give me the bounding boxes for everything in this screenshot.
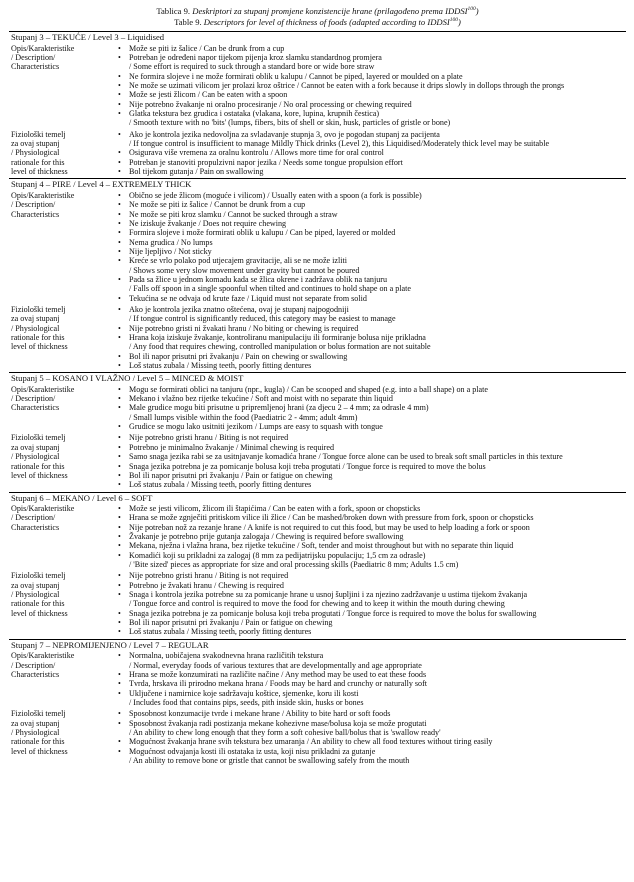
item-text: • Snaga i kontrola jezika potrebne su za pomicanje hrane u usnoj šupljini i za njezino zadržavanje u ustima tijekom žvakanja (129, 590, 528, 600)
item-text: • Može se piti iz šalice / Can be drunk from a cup (129, 43, 285, 53)
list-item (118, 689, 626, 708)
bullet-list (118, 571, 626, 636)
item-continuation: / If tongue control is insufficient to manage Mildly Thick drinks (Level 2), this Liquidised/Moderately thick level may be suitable (129, 139, 550, 149)
list-item (118, 471, 626, 480)
section-label: Opis/Karakteristike / Description/ Characteristics (11, 190, 75, 219)
list-item (118, 130, 626, 149)
item-text: • Bol ili napor prisutni pri žvakanju / Pain on chewing or swallowing (129, 351, 348, 361)
physiological-section (9, 571, 626, 636)
list-item (118, 294, 626, 303)
bullet-list (118, 709, 626, 765)
item-text: • Nije potreban nož za rezanje hrane / A knife is not required to cut this food, but may be used to help loading a fork or spoon (129, 522, 530, 532)
item-text: • Ako je kontrola jezika nedovoljna za svladavanje stupnja 3, ovo je pogodan stupanj za pacijenta (129, 129, 440, 139)
list-item (118, 238, 626, 247)
item-text: • Uključene i namirnice koje sadržavaju koštice, sjemenke, koru ili kosti (129, 688, 359, 698)
item-text: • Snaga jezika potrebna je za pomicanje bolusa koji treba progutati / Tongue force is required to move the bolus for swallowing (129, 608, 537, 618)
list-item (118, 462, 626, 471)
bullet-list (118, 305, 626, 370)
list-item (118, 422, 626, 431)
item-continuation: / Falls off spoon in a single spoonful when tilted and continues to hold shape on a plate (129, 284, 411, 294)
caption-hr-prefix: Tablica 9. (156, 6, 191, 16)
bullet-list (118, 191, 626, 303)
item-continuation: / Smooth texture with no 'bits' (lumps, fibers, bits of shell or skin, husk, particles of gristle or bone) (129, 118, 451, 128)
list-item (118, 737, 626, 746)
item-text: • Male grudice mogu biti prisutne u pripremljenoj hrani (za djecu 2 – 4 mm; za odrasle 4 mm) (129, 403, 429, 413)
item-continuation: / Shows some very slow movement under gravity but cannot be poured (129, 265, 360, 275)
item-text: • Mogućnost odvajanja kosti ili ostataka iz usta, koji nisu prikladni za gutanje (129, 746, 376, 756)
list-item (118, 651, 626, 670)
list-item (118, 523, 626, 532)
physiological-section (9, 709, 626, 765)
item-text: • Mogu se formirati oblici na tanjuru (npr., kugla) / Can be scooped and shaped (e.g. into a ball shape) on a plate (129, 384, 488, 394)
description-section (9, 44, 626, 128)
list-item (118, 256, 626, 275)
item-continuation: / Tongue force and control is required to move the food for chewing and to keep it within the mouth during chewing (129, 599, 505, 609)
item-text: • Ne može se piti iz šalice / Cannot be drunk from a cup (129, 200, 306, 210)
level-title: Stupanj 7 – NEPROMIJENJENO / Level 7 – REGULAR (11, 639, 209, 650)
list-item (118, 719, 626, 738)
level-title: Stupanj 4 – PIRE / Level 4 – EXTREMELY THICK (11, 179, 192, 190)
item-text: • Potreban je stanoviti propulzivni napor jezika / Needs some tongue propulsion effort (129, 157, 403, 167)
section-label: Fiziološki temelj za ovaj stupanj / Physiological rationale for this level of thickness (11, 129, 68, 177)
item-text: • Može se jesti žlicom / Can be eaten with a spoon (129, 90, 288, 100)
item-text: • Hrana se može zgnječiti pritiskom vilice ili žlice / Can be mashed/broken down with pressure from fork, spoon or chopsticks (129, 513, 534, 523)
list-item (118, 747, 626, 766)
list-item (118, 571, 626, 580)
item-text: • Snaga jezika potrebna je za pomicanje bolusa koji treba progutati / Tongue force is required to move the bolus (129, 461, 486, 471)
physiological-section (9, 130, 626, 177)
section-label: Fiziološki temelj za ovaj stupanj / Physiological rationale for this level of thickness (11, 571, 68, 618)
item-text: • Ako je kontrola jezika znatno oštećena, ovaj je stupanj najpogodniji (129, 304, 349, 314)
level-title: Stupanj 3 – TEKUĆE / Level 3 – Liquidised (11, 32, 165, 43)
list-item (118, 167, 626, 176)
item-text: • Tvrda, hrskava ili prirodno mekana hrana / Foods may be hard and crunchy or naturally soft (129, 679, 428, 689)
list-item (118, 394, 626, 403)
list-item (118, 81, 626, 90)
list-item (118, 679, 626, 688)
item-text: • Pada sa žlice u jednom komadu kada se žlica okrene i zadržava oblik na tanjuru (129, 274, 387, 284)
item-continuation: / Normal, everyday foods of various textures that are developmentally and age appropriate (129, 660, 422, 670)
list-item (118, 541, 626, 550)
item-continuation: / An ability to chew long enough that they form a soft cohesive ball/bolus that is 'swallow ready' (129, 727, 441, 737)
table-caption (9, 6, 626, 27)
list-item (118, 109, 626, 128)
item-text: • Nema grudica / No lumps (129, 237, 213, 247)
section-label: Fiziološki temelj za ovaj stupanj / Physiological rationale for this level of thickness (11, 304, 68, 352)
list-item (118, 100, 626, 109)
item-text: • Loš status zubala / Missing teeth, poorly fitting dentures (129, 361, 312, 370)
description-section (9, 191, 626, 303)
level-spacer (9, 765, 626, 767)
item-text: • Bol ili napor prisutni pri žvakanju / Pain or fatigue on chewing (129, 618, 333, 628)
item-text: • Osigurava više vremena za oralnu kontrolu / Allows more time for oral control (129, 148, 384, 158)
item-text: • Obično se jede žlicom (moguće i vilicom) / Usually eaten with a spoon (a fork is possible) (129, 190, 422, 200)
list-item (118, 627, 626, 636)
list-item (118, 443, 626, 452)
list-item (118, 324, 626, 333)
item-text: • Nije potrebno gristi hranu / Biting is not required (129, 571, 289, 581)
item-text: • Sposobnost žvakanja radi postizanja mekane kohezivne mase/bolusa koja se može progutati (129, 718, 427, 728)
caption-hr-title: Deskriptori za stupanj promjene konzistencije hrane (prilagođeno prema IDDSI$^{100}$) (192, 6, 479, 16)
list-item (118, 247, 626, 256)
item-text: • Nije potrebno gristi ni žvakati hranu / No biting or chewing is required (129, 323, 359, 333)
item-text: • Žvakanje je potrebno prije gutanja zalogaja / Chewing is required before swallowing (129, 531, 404, 541)
description-section (9, 385, 626, 432)
list-item (118, 191, 626, 200)
list-item (118, 361, 626, 370)
item-text: • Sposobnost konzumacije tvrde i mekane hrane / Ability to bite hard or soft foods (129, 709, 391, 719)
caption-en-reference: 100 (449, 16, 459, 23)
item-text: • Normalna, uobičajena svakodnevna hrana različitih tekstura (129, 651, 324, 661)
item-text: • Mogućnost žvakanja hrane svih tekstura bez umaranja / An ability to chew all food textures without tiring easily (129, 737, 493, 747)
item-text: • Potrebno je žvakati hranu / Chewing is required (129, 580, 284, 590)
item-text: • Može se jesti vilicom, žlicom ili štapićima / Can be eaten with a fork, spoon or chopsticks (129, 503, 421, 513)
list-item (118, 44, 626, 53)
item-continuation: / An ability to remove bone or gristle that cannot be swallowing safely from the mouth (129, 755, 410, 765)
caption-croatian (9, 6, 626, 17)
item-continuation: / 'Bite sized' pieces as appropriate for size and oral processing skills (Paediatric 8 mm; Adults 1.5 cm) (129, 560, 459, 569)
level-block (9, 372, 626, 491)
item-text: • Potrebno je minimalno žvakanje / Minimal chewing is required (129, 442, 334, 452)
section-label: Fiziološki temelj za ovaj stupanj / Physiological rationale for this level of thickness (11, 433, 68, 480)
list-item (118, 228, 626, 237)
list-item (118, 200, 626, 209)
item-text: • Ne može se piti kroz slamku / Cannot be sucked through a straw (129, 209, 338, 219)
level-title: Stupanj 6 – MEKANO / Level 6 – SOFT (11, 492, 153, 503)
bullet-list (118, 44, 626, 128)
section-label: Opis/Karakteristike / Description/ Characteristics (11, 503, 75, 532)
item-text: • Hrana se može konzumirati na različite načine / Any method may be used to eat these foods (129, 669, 427, 679)
caption-english (9, 17, 626, 28)
item-text: • Nije potrebno žvakanje ni oralno procesiranje / No oral processing or chewing required (129, 99, 412, 109)
item-text: • Bol ili napor prisutni pri žvakanju / Pain or fatigue on chewing (129, 470, 333, 480)
list-item (118, 275, 626, 294)
list-item (118, 452, 626, 461)
physiological-section (9, 433, 626, 489)
list-item (118, 581, 626, 590)
list-item (118, 433, 626, 442)
item-text: • Glatka tekstura bez grudica i ostataka (vlakana, kore, lupina, krupnih čestica) (129, 109, 380, 118)
item-text: • Potreban je određeni napor tijekom pijenja kroz slamku standardnog promjera (129, 52, 382, 62)
item-text: • Ne formira slojeve i ne može formirati oblik u kalupu / Cannot be piped, layered or moulded on a plate (129, 71, 463, 81)
list-item (118, 403, 626, 422)
caption-en-prefix: Table 9. (174, 16, 202, 27)
list-item (118, 618, 626, 627)
item-text: • Formira slojeve i može formirati oblik u kalupu / Can be piped, layered or molded (129, 228, 396, 238)
list-item (118, 504, 626, 513)
item-text: • Tekućina se ne odvaja od krute faze / Liquid must not separate from solid (129, 293, 367, 303)
list-item (118, 72, 626, 81)
item-text: • Grudice se mogu lako usitniti jezikom / Lumps are easy to squash with tongue (129, 422, 383, 432)
item-text: • Nije ljepljivo / Not sticky (129, 246, 212, 256)
item-continuation: / Includes food that contains pips, seeds, pith inside skin, husks or bones (129, 697, 364, 707)
bullet-list (118, 433, 626, 489)
section-label: Opis/Karakteristike / Description/ Characteristics (11, 651, 75, 679)
list-item (118, 148, 626, 157)
bullet-list (118, 385, 626, 432)
list-item (118, 305, 626, 324)
item-text: • Kreće se vrlo polako pod utjecajem gravitacije, ali se ne može izliti (129, 256, 347, 266)
caption-hr-reference: 100 (467, 6, 476, 13)
item-continuation: / Any food that requires chewing, controlled manipulation or bolus formation are not suitable (129, 342, 431, 352)
level-title: Stupanj 5 – KOSANO I VLAŽNO / Level 5 – MINCED & MOIST (11, 373, 244, 384)
descriptor-table (9, 31, 626, 767)
list-item (118, 480, 626, 489)
list-item (118, 333, 626, 352)
list-item (118, 670, 626, 679)
list-item (118, 90, 626, 99)
item-continuation: / Small lumps visible within the food (Paediatric 2 - 4mm; adult 4mm) (129, 412, 358, 422)
list-item (118, 53, 626, 72)
list-item (118, 158, 626, 167)
level-block (9, 639, 626, 768)
item-text: • Mekana, nježna i vlažna hrana, bez rijetke tekućine / Soft, tender and moist throughout but with no separate thin liquid (129, 541, 514, 551)
bullet-list (118, 130, 626, 177)
list-item (118, 551, 626, 570)
list-item (118, 219, 626, 228)
list-item (118, 532, 626, 541)
item-text: • Samo snaga jezika rabi se za usitnjavanje komadića hrane / Tongue force alone can be used to break soft small particles in this texture (129, 452, 563, 462)
item-text: • Loš status zubala / Missing teeth, poorly fitting dentures (129, 627, 312, 637)
item-text: • Loš status zubala / Missing teeth, poorly fitting dentures (129, 480, 312, 490)
item-continuation: / Some effort is required to suck through a standard bore or wide bore straw (129, 62, 375, 72)
item-text: • Nije potrebno gristi hranu / Biting is not required (129, 433, 289, 443)
item-text: • Mekano i vlažno bez rijetke tekućine / Soft and moist with no separate thin liquid (129, 394, 393, 404)
list-item (118, 352, 626, 361)
section-label: Opis/Karakteristike / Description/ Characteristics (11, 43, 75, 72)
list-item (118, 609, 626, 618)
section-label: Fiziološki temelj za ovaj stupanj / Physiological rationale for this level of thickness (11, 709, 68, 756)
description-section (9, 651, 626, 707)
list-item (118, 210, 626, 219)
item-text: • Bol tijekom gutanja / Pain on swallowing (129, 167, 264, 177)
level-block (9, 178, 626, 372)
caption-en-title: Descriptors for level of thickness of foods (adapted according to IDDSI$^{100}$) (203, 16, 461, 27)
item-text: • Komadići koji su prikladni za zalogaj (8 mm za pedijatrijsku populaciju; 1,5 cm za odrasle) (129, 550, 426, 560)
bullet-list (118, 504, 626, 569)
list-item (118, 590, 626, 609)
item-continuation: / If tongue control is significantly reduced, this category may be easiest to manage (129, 314, 396, 324)
item-text: • Hrana koja iziskuje žvakanje, kontroliranu manipulaciju ili formiranje bolusa nije prikladna (129, 332, 426, 342)
list-item (118, 709, 626, 718)
list-item (118, 513, 626, 522)
item-text: • Ne može se uzimati vilicom jer prolazi kroz oštrice / Cannot be eaten with a fork because it drips slowly in dollops through the prongs (129, 80, 565, 90)
item-text: • Ne iziskuje žvakanje / Does not require chewing (129, 218, 287, 228)
description-section (9, 504, 626, 569)
level-block (9, 492, 626, 639)
section-label: Opis/Karakteristike / Description/ Characteristics (11, 384, 75, 413)
level-block (9, 32, 626, 178)
bullet-list (118, 651, 626, 707)
list-item (118, 385, 626, 394)
physiological-section (9, 305, 626, 370)
